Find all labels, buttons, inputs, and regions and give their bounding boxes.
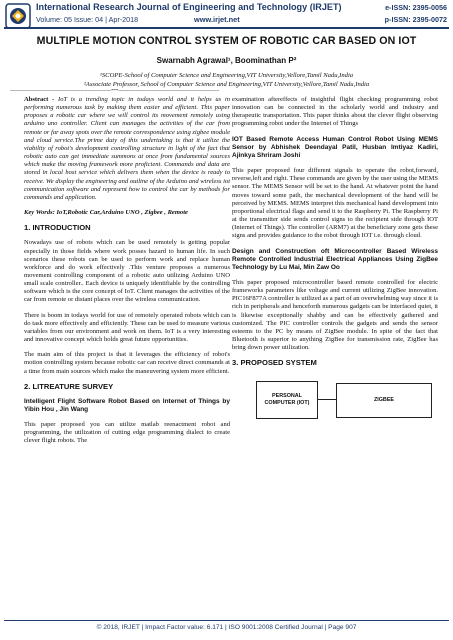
section-separator: ---------------------------------------------------------------------***---------------------------------------------------------------------: [10, 89, 220, 94]
volume-issue: Volume: 05 Issue: 04 | Apr-2018: [36, 15, 139, 24]
survey-paragraph-1-cont: examination aftereffects of insightful flight checking programming robot innovation can be connected in the scholarly world and industry and therapeutic transportation. This paper thinks about the clever flight observing programming robot under the Internet of Things: [232, 96, 438, 128]
journal-header: [0, 0, 453, 34]
introduction-heading: 1. INTRODUCTION: [24, 223, 91, 233]
page-footer: © 2018, IRJET | Impact Factor value: 6.171 | ISO 9001:2008 Certified Journal | Page 907: [96, 624, 357, 631]
keywords-text: IoT,Robotic Car,Arduino UNO , Zigbee , Remote: [56, 209, 188, 217]
intro-paragraph-3: The main aim of this project is that it leverages the efficiency of robot's motion controlling system because robotic car can receive direct commands at a time from main sources which make the maneuvering system more efficient.: [24, 351, 230, 375]
irjet-logo-icon: [5, 3, 31, 29]
abstract: [24, 96, 230, 202]
journal-name: International Research Journal of Engineering and Technology (IRJET): [36, 2, 342, 12]
system-diagram: [232, 375, 438, 445]
literature-survey-heading: 2. LITREATURE SURVEY: [24, 381, 114, 391]
proposed-system-heading: 3. PROPOSED SYSTEM: [232, 358, 317, 368]
authors: Swarnabh Agrawal¹, Boominathan P²: [156, 56, 297, 65]
survey-subheading-1: Intelligent Flight Software Robot Based on Internet of Things by Yibin Hou , Jin Wang: [24, 397, 230, 413]
paper-title: MULTIPLE MOTION CONTROL SYSTEM OF ROBOTIC CAR BASED ON IOT: [36, 35, 417, 47]
header-divider: [4, 27, 449, 29]
diagram-box-zigbee: ZIGBEE: [336, 383, 432, 418]
footer-divider: [4, 620, 449, 621]
journal-website-link[interactable]: www.irjet.net: [194, 15, 240, 24]
right-column: [232, 96, 438, 445]
survey-subheading-2: IOT Based Remote Access Human Control Robot Using MEMS Sensor by Abhishek Deendayal Patil, Husban Imtiyaz Kadiri, Ajinkya Shriram Joshi: [232, 135, 438, 159]
survey-subheading-3: Design and Construction oft Microcontroller Based Wireless Remote Controlled Industrial Electrical Appliances Using ZigBee Technology by Lu Mai, Min Zaw Oo: [232, 247, 438, 271]
affiliation-1: ¹SCOPE-School of Computer Science and Engineering,VIT University,Vellore,Tamil Nadu,India: [99, 72, 354, 79]
p-issn: p-ISSN: 2395-0072: [384, 15, 447, 24]
diagram-box-personal-computer: PERSONAL COMPUTER (IOT): [256, 381, 318, 419]
survey-paragraph-3: This paper proposed microcontroller based remote controlled for electric frameworks parameters like voltage and current utilizing ZigBee innovation. PIC16F877A controller is utilized as a part of an overwhelming way since it is rich in peripherals and henceforth numerous gadgets can be interfaced quiet, it is likewise exceptionally shabby and can be effectively gathered and customized. The PIC controller controls the gadgets and sends the sensor esteems to the PC by means of ZigBee module. In spite of the fact that Bluetooth is superior to anything ZigBee for transmission rate, ZigBee has bring down power utilization.: [232, 278, 438, 352]
survey-paragraph-2: This paper proposed four different signals to operate the robot,forward, reverse,left and right. These commands are given by the user using the MEMS sensor. The MEMS Sensor will be set to the hand. At whatever point the hand moves toward some path, the mechanical development of the hand will be perceived by MEMS. MEMS interpret this mechanical hand development into proportional electrical flags and send it to the Raspberry Pi. The Raspberry Pi at the transmitter side sends control signs to the recipient side through IOT (Internet of Things). The controller (ARM7) at the beneficiary zone gets these signs and provides guidance to the robot through IOT i.e. through cloud.: [232, 167, 438, 240]
affiliation-2: ²Associate Professor, School of Computer Science and Engineering,VIT University,Vellore,Tamil Nadu,India: [83, 81, 370, 88]
abstract-text: IoT is a trending topic in todays world and it helps us in performing numerous task by making them easier and efficient. This paper proposes a robotic car where we will control its movement remotely using arduino uno controller. Client can manages the activities of the car from remote or far away spots over the remote correspondence using zigbee module and cloud service.The prime duty of this undertaking is that it utilize the viability of robot's development controlling structure in light of the fact that robotic auto can get immediate summons at once from fundamental sources which make the moving framework more proficient. Commands and data are stored in local host service which delivers them when the device is ready to receive. We display the engineering and outline of the Arduino and wireless iot communication software and represent how to control the car by methods for commands and application.: [24, 96, 231, 201]
diagram-connector: [318, 399, 336, 400]
abstract-label: Abstract -: [24, 96, 55, 103]
left-column: [24, 96, 230, 453]
keywords-label: Key Words:: [24, 209, 55, 217]
e-issn: e-ISSN: 2395-0056: [385, 3, 447, 12]
survey-paragraph-1: This paper proposed you can utilize matlab reenactment robot and programming, the utilization of cutting edge programming dialect to create clever flight robots. The: [24, 421, 230, 445]
keywords: [24, 209, 230, 217]
intro-paragraph-1: Nowadays use of robots which can be used remotely is getting popular especially in those fields where work posses hazard to human life. In such scenarios these robots can be used to perform work and replace human workforce and do work effectively .This venture proposes a numerous movement controlling component of a robotic auto utilizing Arduino UNO small scale controller.. Each device is uniquely identifiable by the controlling software which is the core concept of IoT. Client manages the activities of the car from remote or distant places over the wireless communication.: [24, 239, 230, 304]
intro-paragraph-2: There is boom in todays world for use of remotely operated robots which can do task more effectively and efficiently. These can be used to measure various variables from our environment and work on them. IoT is a very interesting and innovative concept which holds great future opportunities.: [24, 311, 230, 344]
